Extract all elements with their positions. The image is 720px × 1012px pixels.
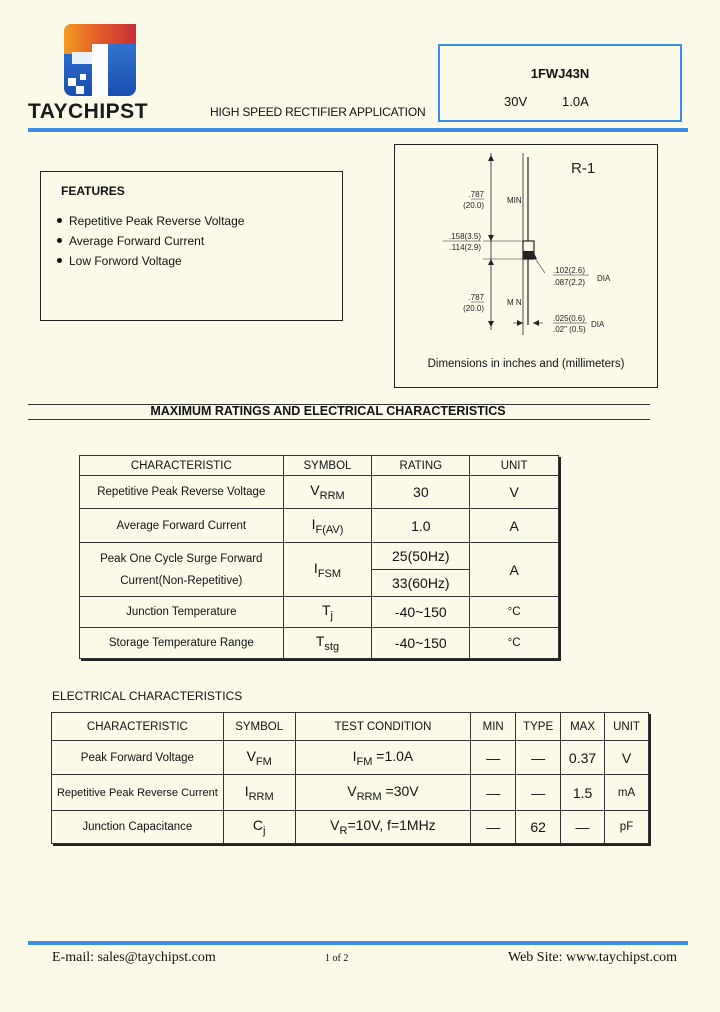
header-divider xyxy=(28,128,688,132)
svg-text:.158(3.5): .158(3.5) xyxy=(448,232,481,241)
feature-item: Low Forword Voltage xyxy=(57,254,182,268)
svg-text:.114(2.9): .114(2.9) xyxy=(449,243,481,252)
feature-item: Average Forward Current xyxy=(57,234,204,248)
svg-text:DIA: DIA xyxy=(591,320,605,329)
svg-text:.025(0.6): .025(0.6) xyxy=(553,314,586,323)
table-row: Peak Forward Voltage $V_{FM}$ $I_{FM} =1.0A$ — — 0.37 V xyxy=(52,741,649,775)
column-header: MAX xyxy=(561,713,605,741)
svg-text:.787: .787 xyxy=(468,293,484,302)
electrical-heading: ELECTRICAL CHARACTERISTICS xyxy=(52,689,243,703)
footer-divider xyxy=(28,941,688,945)
product-subtitle: HIGH SPEED RECTIFIER APPLICATION xyxy=(210,105,426,119)
svg-text:.102(2.6): .102(2.6) xyxy=(553,266,586,275)
column-header: CHARACTERISTIC xyxy=(80,456,284,476)
bullet-icon xyxy=(57,238,62,243)
bullet-icon xyxy=(57,218,62,223)
table-row: Junction Capacitance $C_j$ $V_R=10V$, f=1MHz — 62 — pF xyxy=(52,811,649,844)
svg-text:.087(2.2): .087(2.2) xyxy=(553,278,586,287)
diode-outline-diagram xyxy=(395,145,659,389)
section-title: MAXIMUM RATINGS AND ELECTRICAL CHARACTERISTICS xyxy=(150,404,506,418)
section-divider-bottom xyxy=(28,419,650,420)
column-header: UNIT xyxy=(470,456,559,476)
feature-item: Repetitive Peak Reverse Voltage xyxy=(57,214,244,228)
features-box xyxy=(40,171,343,321)
svg-text:.787: .787 xyxy=(468,190,484,199)
column-header: CHARACTERISTIC xyxy=(52,713,224,741)
svg-text:(20.0): (20.0) xyxy=(463,201,484,210)
part-voltage: 30V xyxy=(504,94,528,109)
table-row: 33(60Hz) xyxy=(80,570,559,597)
table-row: Junction Temperature $T_j$ -40~150 °C xyxy=(80,597,559,628)
table-header-row xyxy=(80,456,559,476)
svg-text:DIA: DIA xyxy=(597,274,611,283)
column-header: TEST CONDITION xyxy=(295,713,471,741)
max-ratings-table xyxy=(79,455,559,659)
part-number-box xyxy=(438,44,682,122)
part-number: 1FWJ43N xyxy=(530,66,590,81)
column-header: UNIT xyxy=(605,713,649,741)
bullet-icon xyxy=(57,258,62,263)
column-header: RATING xyxy=(372,456,470,476)
package-caption: Dimensions in inches and (millimeters) xyxy=(427,358,625,370)
table-row: Average Forward Current $I_{F(AV)}$ 1.0 A xyxy=(80,509,559,543)
table-row: Peak One Cycle Surge Forward Current(Non-Repetitive) $I_{FSM}$ 25(50Hz) A xyxy=(80,543,559,570)
svg-text:(20.0): (20.0) xyxy=(463,304,484,313)
column-header: TYPE xyxy=(516,713,561,741)
column-header: MIN xyxy=(471,713,516,741)
page-indicator: 1 of 2 xyxy=(325,953,349,964)
svg-text:MIN: MIN xyxy=(507,196,522,205)
table-row: Repetitive Peak Reverse Current $I_{RRM}$ $V_{RRM} =30V$ — — 1.5 mA xyxy=(52,775,649,811)
column-header: SYMBOL xyxy=(223,713,295,741)
package-drawing xyxy=(394,144,658,388)
svg-text:M N: M N xyxy=(507,298,522,307)
table-header-row xyxy=(52,713,649,741)
svg-text:.02" (0.5): .02" (0.5) xyxy=(553,325,586,334)
part-current: 1.0A xyxy=(562,94,589,109)
table-row: Repetitive Peak Reverse Voltage $V_{RRM}$ 30 V xyxy=(80,476,559,509)
brand-name: TAYCHIPST xyxy=(28,100,149,123)
electrical-characteristics-table xyxy=(51,712,649,844)
taychipst-logo-icon xyxy=(62,22,138,98)
package-name: R-1 xyxy=(571,160,596,177)
column-header: SYMBOL xyxy=(283,456,372,476)
footer-website[interactable]: Web Site: www.taychipst.com xyxy=(508,950,678,965)
footer-email[interactable]: E-mail: sales@taychipst.com xyxy=(52,950,216,965)
table-row: Storage Temperature Range $T_{stg}$ -40~150 °C xyxy=(80,628,559,659)
features-title: FEATURES xyxy=(61,184,125,198)
